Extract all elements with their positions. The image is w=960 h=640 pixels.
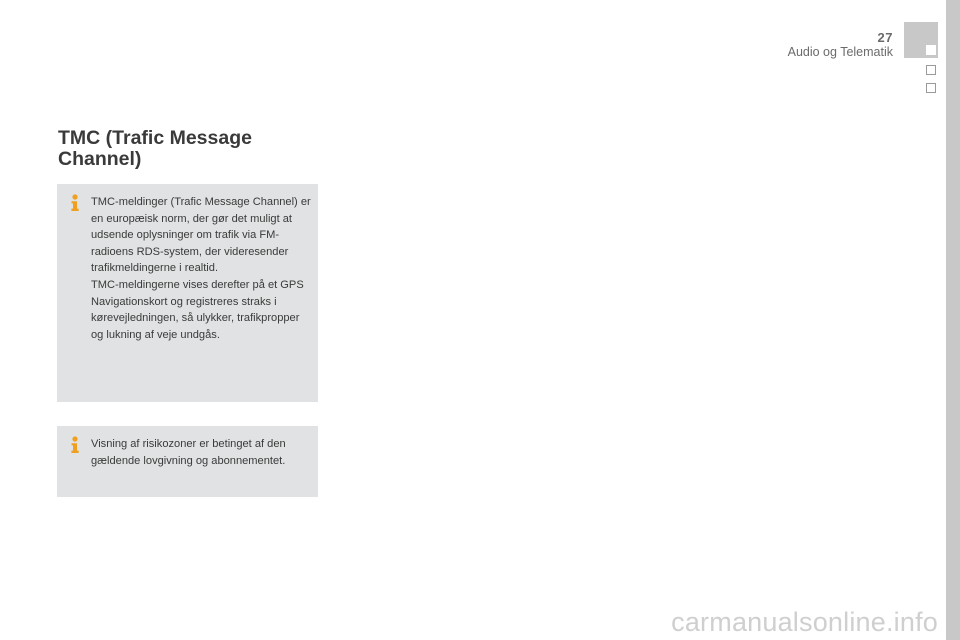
info-text bbox=[91, 194, 313, 343]
info-box bbox=[57, 426, 318, 497]
chapter-marker bbox=[926, 65, 936, 75]
info-paragraph: TMC-meldinger (Trafic Message Channel) er en europæisk norm, der gør det muligt at udsende oplysninger om trafik via FM-radioens RDS-system, der videresender trafikmeldingerne i realtid. bbox=[91, 196, 311, 275]
page-edge-strip bbox=[946, 0, 960, 640]
section-header: Audio og Telematik bbox=[787, 45, 893, 59]
page-number: 27 bbox=[877, 30, 893, 45]
info-icon bbox=[67, 194, 83, 212]
info-paragraph: Visning af risikozoner er betinget af den gældende lovgivning og abonnementet. bbox=[91, 438, 286, 467]
chapter-marker-active bbox=[926, 45, 936, 55]
info-box bbox=[57, 184, 318, 402]
watermark: carmanualsonline.info bbox=[671, 607, 938, 637]
chapter-marker bbox=[926, 83, 936, 93]
page-title: TMC (Trafic Message Channel) bbox=[58, 127, 252, 170]
info-icon bbox=[67, 436, 83, 454]
info-paragraph: TMC-meldingerne vises derefter på et GPS Navigationskort og registreres straks i kørevejledningen, så ulykker, trafikpropper og lukning af veje undgås. bbox=[91, 278, 304, 341]
info-text bbox=[91, 436, 313, 469]
